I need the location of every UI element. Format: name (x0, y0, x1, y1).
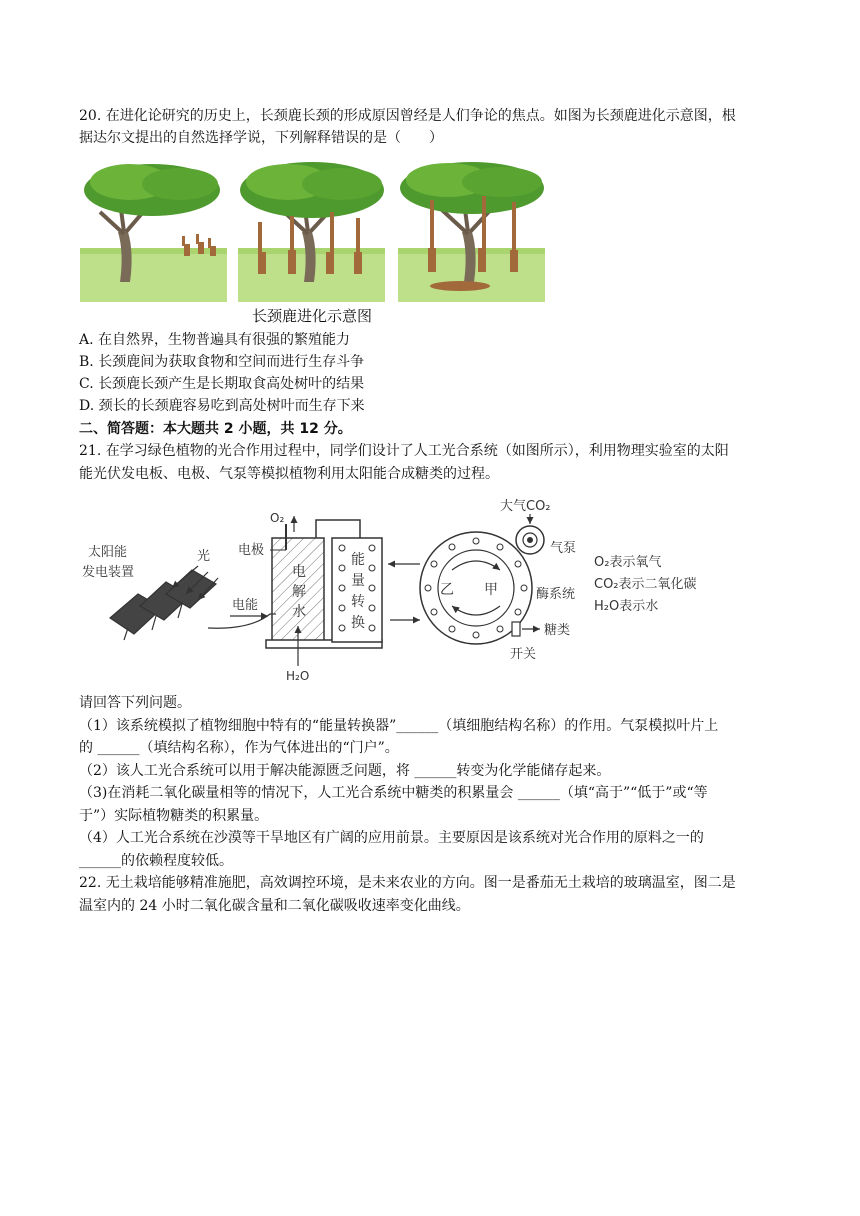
enzyme-system-label: 酶系统 (536, 587, 576, 602)
q21-prompt: 请回答下列问题。 (79, 695, 191, 711)
converter-char-4: 换 (351, 615, 365, 631)
legend-h2o: H₂O表示水 (594, 599, 659, 614)
converter-char-3: 转 (351, 594, 365, 610)
electrode-label: 电极 (238, 543, 265, 558)
q21-sub3-line1: （3)在消耗二氧化碳量相等的情况下，人工光合系统中糖类的积累量会 ______（填“高于”“低于”或“等 (79, 785, 708, 801)
q20-option-d: D. 颈长的长颈鹿容易吃到高处树叶而生存下来 (79, 398, 365, 414)
q21-stem-line1: 21. 在学习绿色植物的光合作用过程中，同学们设计了人工光合系统（如图所示），利用物理实验室的太阳 (79, 443, 729, 459)
q21-stem-line2: 能光伏发电板、电极、气泵等模拟植物利用太阳能合成糖类的过程。 (79, 466, 499, 482)
solar-label-2: 发电装置 (82, 565, 135, 580)
sugar-label: 糖类 (544, 623, 571, 638)
legend-co2: CO₂表示二氧化碳 (594, 577, 697, 592)
q20-option-a: A. 在自然界，生物普遍具有很强的繁殖能力 (79, 332, 351, 348)
solar-label-1: 太阳能 (88, 545, 128, 560)
yi-label: 乙 (440, 582, 454, 598)
q21-sub4-line1: （4）人工光合系统在沙漠等干旱地区有广阔的应用前景。主要原因是该系统对光合作用的原料之一的 (79, 830, 704, 846)
air-pump-label: 气泵 (550, 541, 577, 556)
q22-stem-line2: 温室内的 24 小时二氧化碳含量和二氧化碳吸收速率变化曲线。 (79, 898, 470, 914)
q21-sub1-line1: （1）该系统模拟了植物细胞中特有的“能量转换器”______（填细胞结构名称）的作用。气泵模拟叶片上 (79, 718, 719, 734)
artificial-photosynthesis-diagram (80, 490, 720, 685)
q21-sub4-line2: ______的依赖程度较低。 (79, 853, 233, 869)
electrolysis-char-2: 解 (292, 584, 306, 600)
electrolysis-char-1: 电 (292, 564, 306, 580)
giraffe-panel-3 (398, 152, 545, 302)
q20-stem-line1: 20. 在进化论研究的历史上，长颈鹿长颈的形成原因曾经是人们争论的焦点。如图为长颈鹿进化示意图，根 (79, 108, 736, 124)
switch-label: 开关 (510, 647, 537, 662)
section-2-heading: 二、简答题：本大题共 2 小题，共 12 分。 (79, 421, 352, 437)
q21-sub2: （2）该人工光合系统可以用于解决能源匮乏问题，将 ______转变为化学能储存起来。 (79, 763, 611, 779)
giraffe-panel-1 (80, 152, 227, 302)
q21-sub3-line2: 于”）实际植物糖类的积累量。 (79, 808, 269, 824)
switch-icon (512, 622, 520, 636)
atmosphere-co2-label: 大气CO₂ (500, 499, 551, 514)
legend-o2: O₂表示氧气 (594, 555, 662, 570)
converter-char-2: 量 (351, 573, 365, 589)
electrolysis-char-3: 水 (292, 604, 306, 620)
q21-sub1-line2: 的 ______（填结构名称），作为气体进出的“门户”。 (79, 740, 399, 756)
giraffe-panel-2 (238, 152, 385, 302)
q20-option-b: B. 长颈鹿间为获取食物和空间而进行生存斗争 (79, 354, 365, 370)
giraffe-figure-caption: 长颈鹿进化示意图 (252, 307, 373, 325)
q20-stem-line2: 据达尔文提出的自然选择学说，下列解释错误的是（ ） (79, 130, 443, 146)
q22-stem-line1: 22. 无土栽培能够精准施肥，高效调控环境，是未来农业的方向。图一是番茄无土栽培的玻璃温室，图二是 (79, 875, 736, 891)
jia-label: 甲 (484, 582, 498, 598)
q20-option-c: C. 长颈鹿长颈产生是长期取食高处树叶的结果 (79, 376, 365, 392)
light-label: 光 (197, 549, 211, 564)
converter-char-1: 能 (351, 552, 365, 568)
electric-energy-label: 电能 (232, 598, 259, 613)
o2-label: O₂ (270, 511, 285, 525)
h2o-label: H₂O (286, 669, 310, 683)
